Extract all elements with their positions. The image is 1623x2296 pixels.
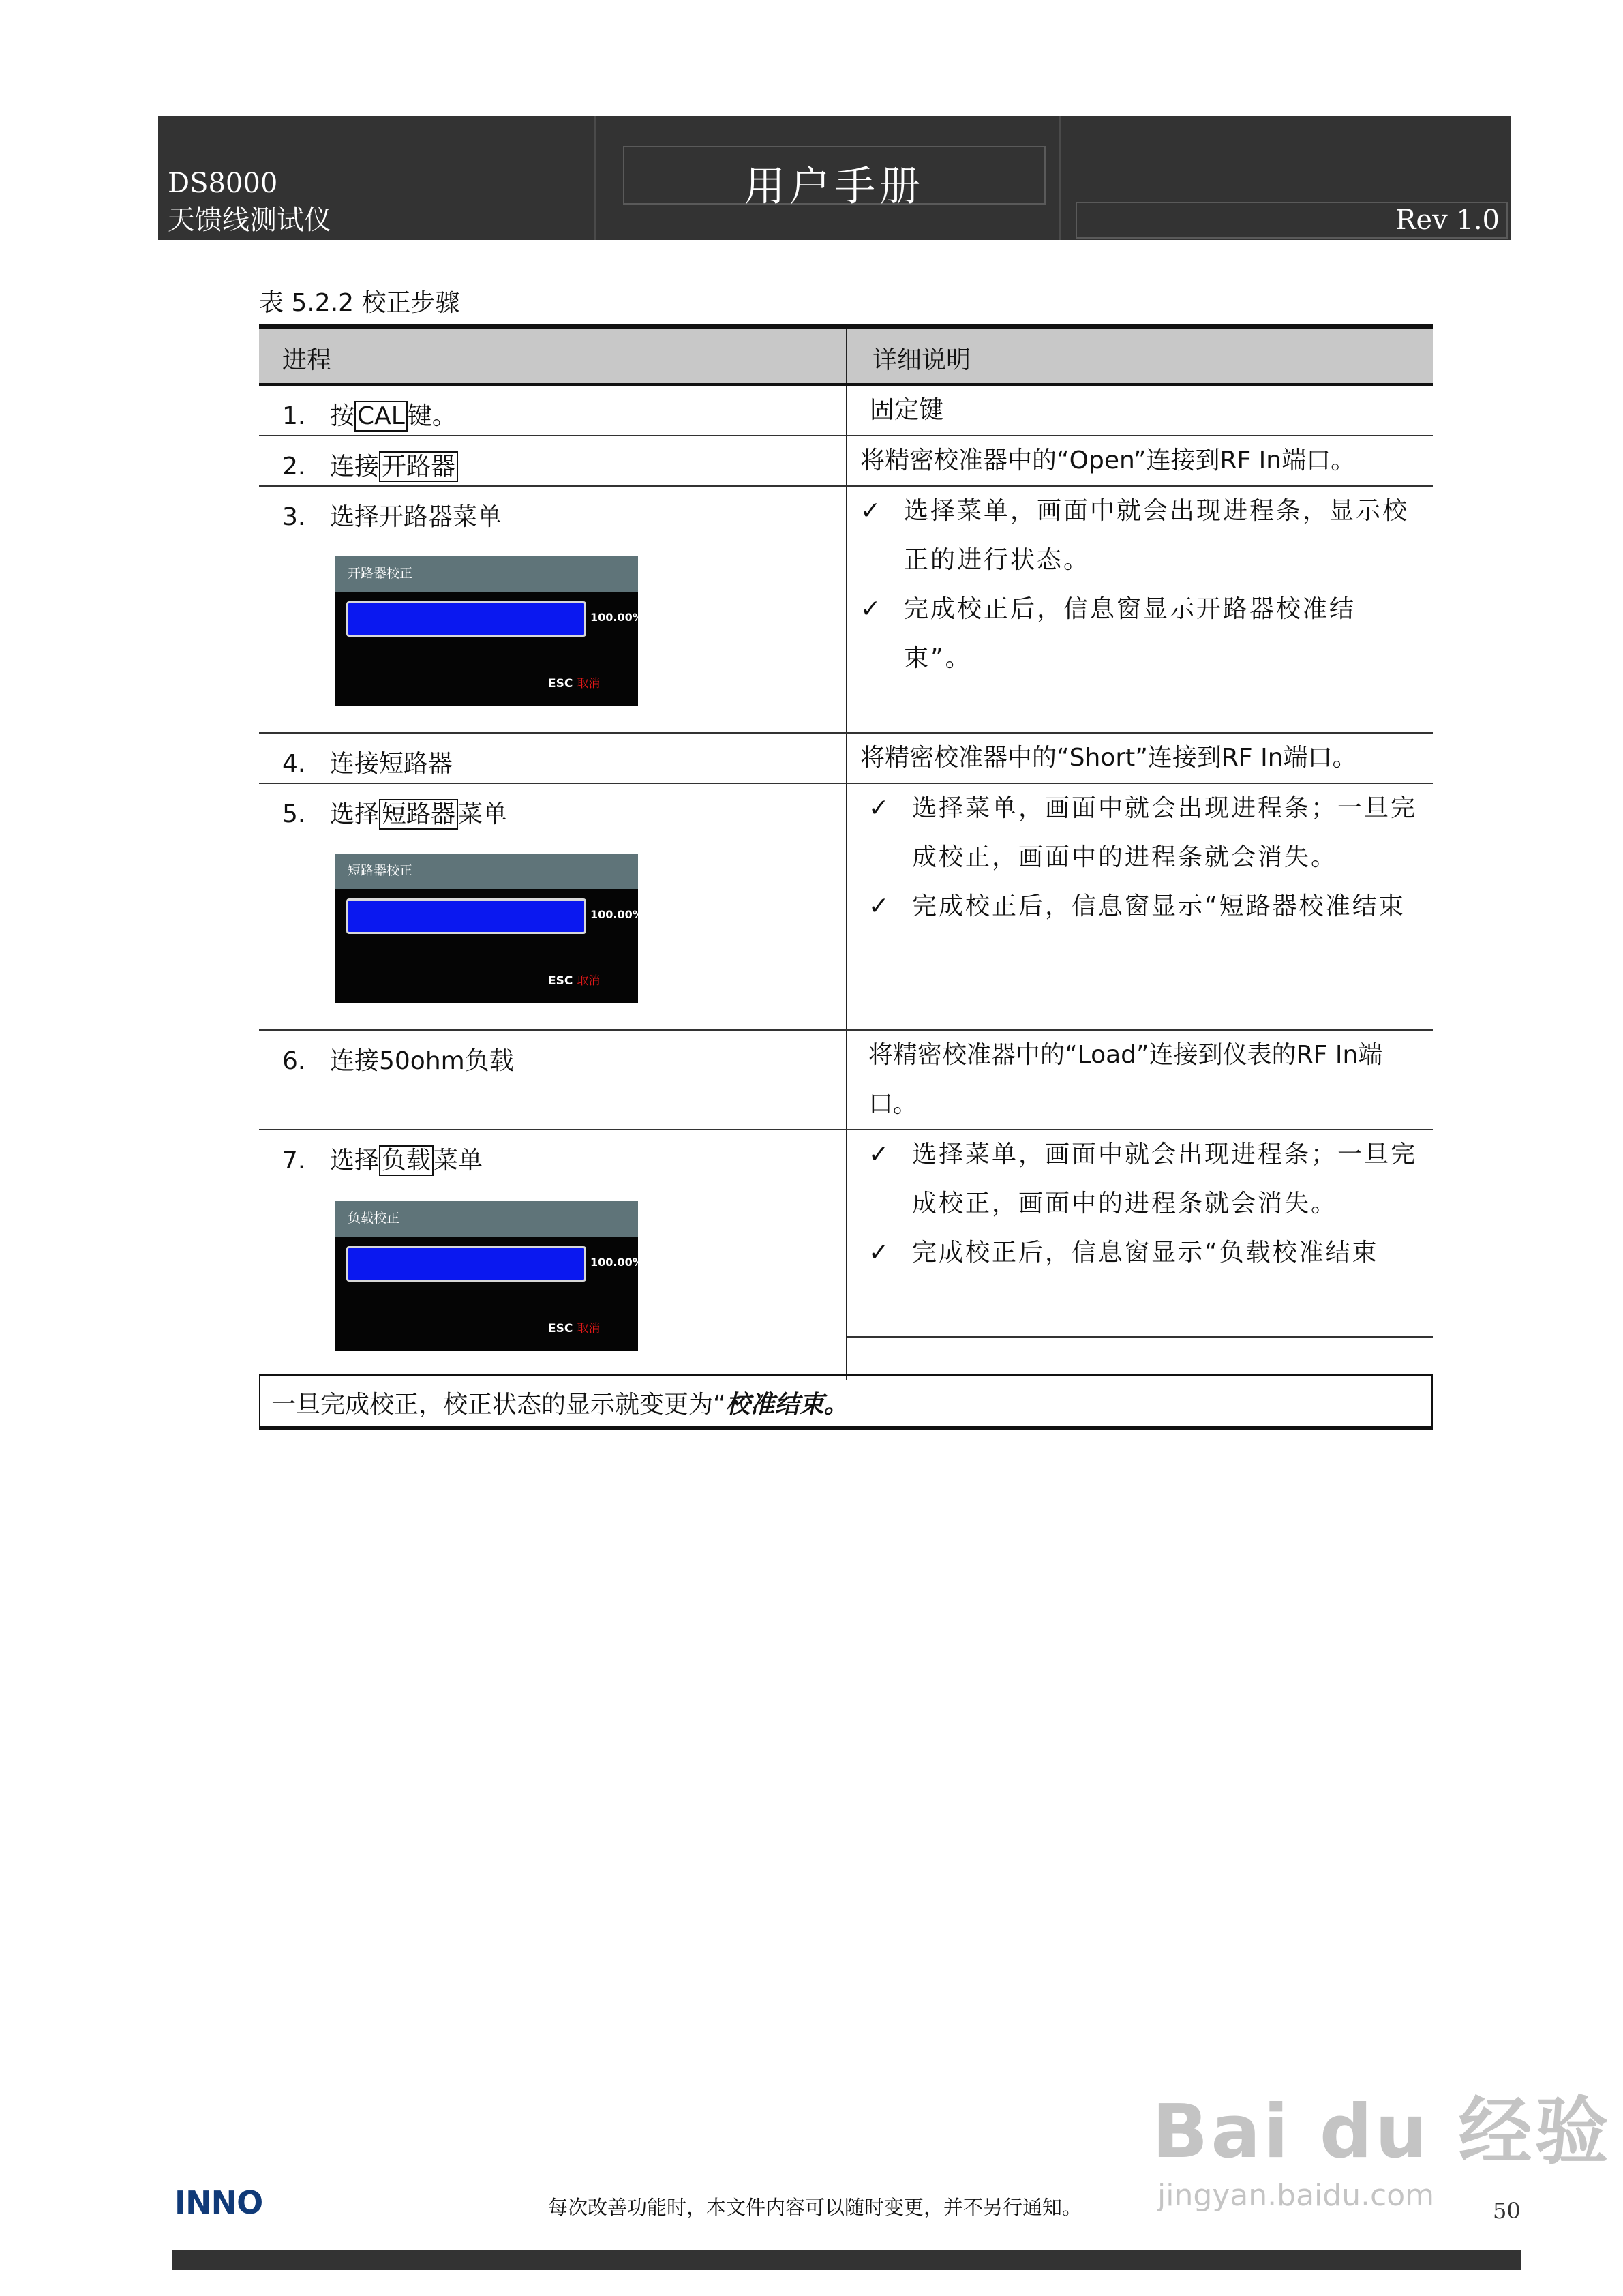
- step-text: 选择: [330, 1147, 380, 1175]
- final-note-emphasis: 校准结束。: [725, 1391, 849, 1419]
- load-calibration-screen: [335, 1201, 643, 1351]
- bullet-text: 完成校正后，信息窗显示开路器校准结束”。: [904, 595, 1356, 672]
- step-number: 2.: [282, 453, 306, 481]
- table-caption: 表 5.2.2 校正步骤: [259, 289, 460, 317]
- progress-percent: 100.00%: [590, 1256, 643, 1269]
- step-detail: [868, 1130, 1426, 1278]
- column-divider: [846, 1130, 847, 1380]
- bullet-text: 完成校正后，信息窗显示“负载校准结束: [912, 1239, 1379, 1267]
- step-text: 选择: [330, 800, 380, 828]
- column-divider: [846, 784, 847, 1029]
- step-cell: [282, 397, 457, 432]
- progress-bar: [346, 601, 586, 637]
- cancel-label: 取消: [577, 974, 601, 988]
- progress-bar: [346, 898, 586, 934]
- checkmark-icon: ✓: [868, 794, 890, 822]
- step-detail: [860, 487, 1418, 683]
- table-header-row: [259, 324, 1433, 386]
- table-row: [259, 784, 1433, 1031]
- final-note-text: 一旦完成校正，校正状态的显示就变更为“: [271, 1391, 726, 1419]
- step-cell: [282, 498, 502, 532]
- calibration-steps-table: [259, 324, 1433, 1380]
- progress-percent: 100.00%: [590, 908, 643, 921]
- esc-cancel-hint: [548, 971, 600, 988]
- load-menu-label: 负载: [379, 1145, 434, 1176]
- esc-cancel-hint: [548, 1318, 600, 1335]
- table-row: [259, 734, 1433, 784]
- bullet-text: 选择菜单，画面中就会出现进程条；一旦完成校正，画面中的进程条就会消失。: [912, 794, 1418, 871]
- checkmark-icon: ✓: [868, 1141, 890, 1168]
- step-text: 按: [330, 402, 355, 430]
- step-cell: [282, 1042, 514, 1076]
- step-text: 选择开路器菜单: [330, 503, 502, 531]
- bullet-item: [868, 1130, 1426, 1228]
- step-text: 键。: [407, 402, 457, 430]
- step-number: 1.: [282, 402, 306, 430]
- column-divider: [846, 436, 847, 485]
- cancel-label: 取消: [577, 1322, 601, 1335]
- watermark-url: jingyan.baidu.com: [1157, 2178, 1435, 2213]
- final-note: [271, 1385, 849, 1420]
- page-number: 50: [1493, 2198, 1521, 2224]
- step-number: 3.: [282, 503, 306, 531]
- header-product: [168, 165, 331, 239]
- step-text: 连接: [330, 453, 380, 481]
- step-number: 4.: [282, 750, 306, 778]
- header-revision: Rev 1.0: [1395, 205, 1500, 236]
- table-row: [259, 487, 1433, 734]
- step-text: 菜单: [458, 800, 508, 828]
- header-model: DS8000: [168, 168, 278, 199]
- step-number: 5.: [282, 800, 306, 828]
- esc-key-label: ESC: [548, 677, 573, 691]
- screen-title: 开路器校正: [348, 566, 413, 581]
- table-row: [259, 436, 1433, 487]
- step-cell: [282, 795, 507, 830]
- footer-notice: 每次改善功能时，本文件内容可以随时变更，并不另行通知。: [548, 2196, 1082, 2219]
- step-cell: [282, 744, 453, 779]
- short-calibration-screen: [335, 854, 643, 1003]
- header-revision-box: [1076, 202, 1508, 239]
- watermark-logo: Bai du 经验: [1152, 2089, 1611, 2175]
- page-header: [158, 116, 1511, 240]
- esc-key-label: ESC: [548, 974, 573, 988]
- step-text: 连接50ohm负载: [330, 1047, 514, 1075]
- table-row: [259, 1031, 1433, 1130]
- bullet-item: [868, 882, 1426, 931]
- step-cell: [282, 447, 458, 482]
- step-cell: [282, 1141, 483, 1176]
- inno-logo: [175, 2184, 262, 2221]
- bullet-text: 选择菜单，画面中就会出现进程条；一旦完成校正，画面中的进程条就会消失。: [912, 1141, 1418, 1218]
- bullet-text: 选择菜单，画面中就会出现进程条，显示校正的进行状态。: [904, 497, 1410, 574]
- open-menu-label: 开路器: [379, 451, 458, 482]
- checkmark-icon: ✓: [868, 1239, 890, 1267]
- col-header-process: 进程: [282, 346, 332, 374]
- table-row: [259, 386, 1433, 436]
- step-number: 7.: [282, 1147, 306, 1175]
- esc-key-label: ESC: [548, 1322, 573, 1335]
- column-divider: [846, 329, 847, 383]
- header-product-name: 天馈线测试仪: [168, 205, 331, 236]
- header-title: 用户手册: [744, 163, 924, 211]
- column-divider: [846, 386, 847, 435]
- step-detail: 固定键: [870, 396, 944, 424]
- header-title-box: [623, 146, 1046, 211]
- final-note-row: [259, 1374, 1433, 1430]
- column-divider: [846, 487, 847, 732]
- cell-divider: [847, 1336, 1433, 1338]
- checkmark-icon: ✓: [860, 497, 881, 525]
- step-text: 菜单: [434, 1147, 483, 1175]
- cal-key-label: CAL: [354, 401, 408, 432]
- screen-title: 短路器校正: [348, 863, 413, 878]
- footer-bar: [172, 2250, 1521, 2270]
- column-divider: [846, 734, 847, 783]
- col-header-detail: 详细说明: [873, 346, 971, 374]
- esc-cancel-hint: [548, 674, 600, 691]
- progress-percent: 100.00%: [590, 611, 643, 624]
- step-number: 6.: [282, 1047, 306, 1075]
- baidu-watermark: [1152, 2072, 1611, 2213]
- bullet-item: [860, 585, 1418, 683]
- short-menu-label: 短路器: [379, 799, 458, 830]
- bullet-item: [860, 487, 1418, 585]
- step-detail: [868, 784, 1426, 931]
- bullet-item: [868, 1228, 1426, 1278]
- bullet-text: 完成校正后，信息窗显示“短路器校准结束: [912, 892, 1406, 920]
- bullet-item: [868, 784, 1426, 882]
- header-divider: [594, 116, 596, 240]
- step-detail: 将精密校准器中的“Open”连接到RF In端口。: [860, 447, 1356, 474]
- open-calibration-screen: [335, 556, 643, 706]
- header-divider: [1059, 116, 1061, 240]
- step-text: 连接短路器: [330, 750, 453, 778]
- checkmark-icon: ✓: [868, 892, 890, 920]
- cancel-label: 取消: [577, 677, 601, 691]
- progress-bar: [346, 1246, 586, 1282]
- screen-title: 负载校正: [348, 1211, 400, 1226]
- step-detail: 将精密校准器中的“Short”连接到RF In端口。: [860, 744, 1357, 772]
- table-row: [259, 1130, 1433, 1380]
- logo-text: INNO: [175, 2184, 263, 2221]
- checkmark-icon: ✓: [860, 595, 881, 623]
- step-detail: 将精密校准器中的“Load”连接到仪表的RF In端口。: [868, 1041, 1383, 1118]
- column-divider: [846, 1031, 847, 1129]
